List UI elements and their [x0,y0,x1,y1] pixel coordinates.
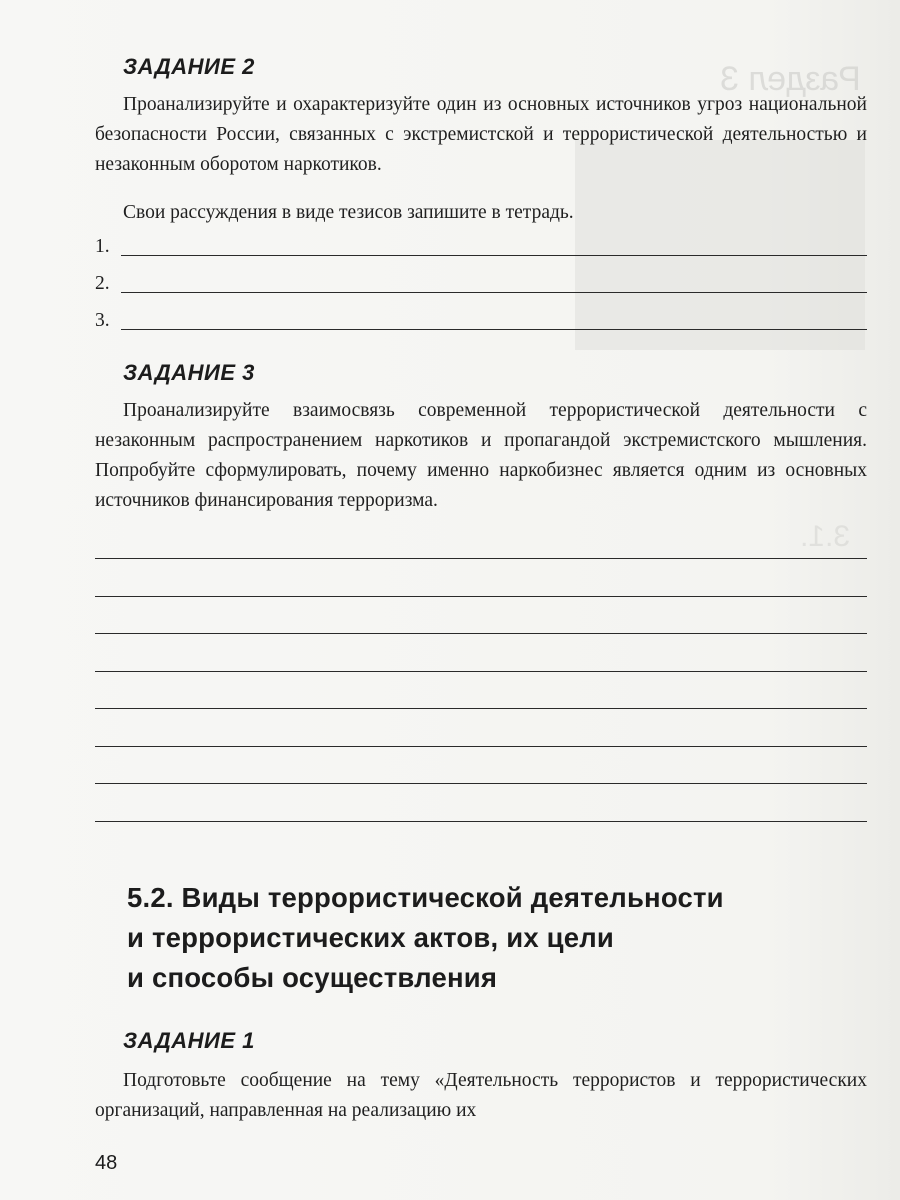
task-3-answer-line[interactable] [95,746,867,747]
task-3-heading: ЗАДАНИЕ 3 [123,360,255,385]
task-3-answer-line[interactable] [95,558,867,559]
section-title-line: и способы осуществления [127,962,498,993]
answer-line-number: 2. [95,273,110,294]
bleed-through-text: Раздел 3 [720,60,861,98]
answer-line-1[interactable] [95,232,867,262]
task-3-answer-line[interactable] [95,821,867,822]
answer-line-rule [121,255,867,256]
task-1-heading: ЗАДАНИЕ 1 [123,1028,255,1053]
task-3-answer-line[interactable] [95,596,867,597]
answer-line-number: 1. [95,236,110,257]
page-number: 48 [95,1152,118,1174]
answer-line-2[interactable] [95,269,867,299]
task-3-answer-line[interactable] [95,783,867,784]
answer-line-rule [121,329,867,330]
task-3-answer-line[interactable] [95,671,867,672]
section-title [127,878,724,998]
section-title-line: и террористических актов, их цели [127,922,615,953]
answer-line-number: 3. [95,310,110,331]
task-2-text: Проанализируйте и охарактеризуйте один из основных источников угроз национальной безопасности России, связанных с экстремистской и террористической деятельностью и незаконным оборотом наркотиков. [95,94,867,175]
task-3-text: Проанализируйте взаимосвязь современной террористической деятельности с незаконным распространением наркотиков и пропагандой экстремистского мышления. Попробуйте сформулировать, почему именно наркобизнес является одним из основных источников финансирования терроризма. [95,400,867,511]
task-3-answer-line[interactable] [95,708,867,709]
answer-line-3[interactable] [95,306,867,336]
task-2-instruction: Свои рассуждения в виде тезисов запишите в тетрадь. [123,202,574,223]
task-1-text: Подготовьте сообщение на тему «Деятельность террористов и террористических организаций, направленная на реализацию их [95,1070,867,1121]
bleed-through-text: 3.1. [800,520,851,553]
task-2-heading: ЗАДАНИЕ 2 [123,54,255,79]
section-title-line: 5.2. Виды террористической деятельности [127,882,724,913]
answer-line-rule [121,292,867,293]
task-3-answer-line[interactable] [95,633,867,634]
